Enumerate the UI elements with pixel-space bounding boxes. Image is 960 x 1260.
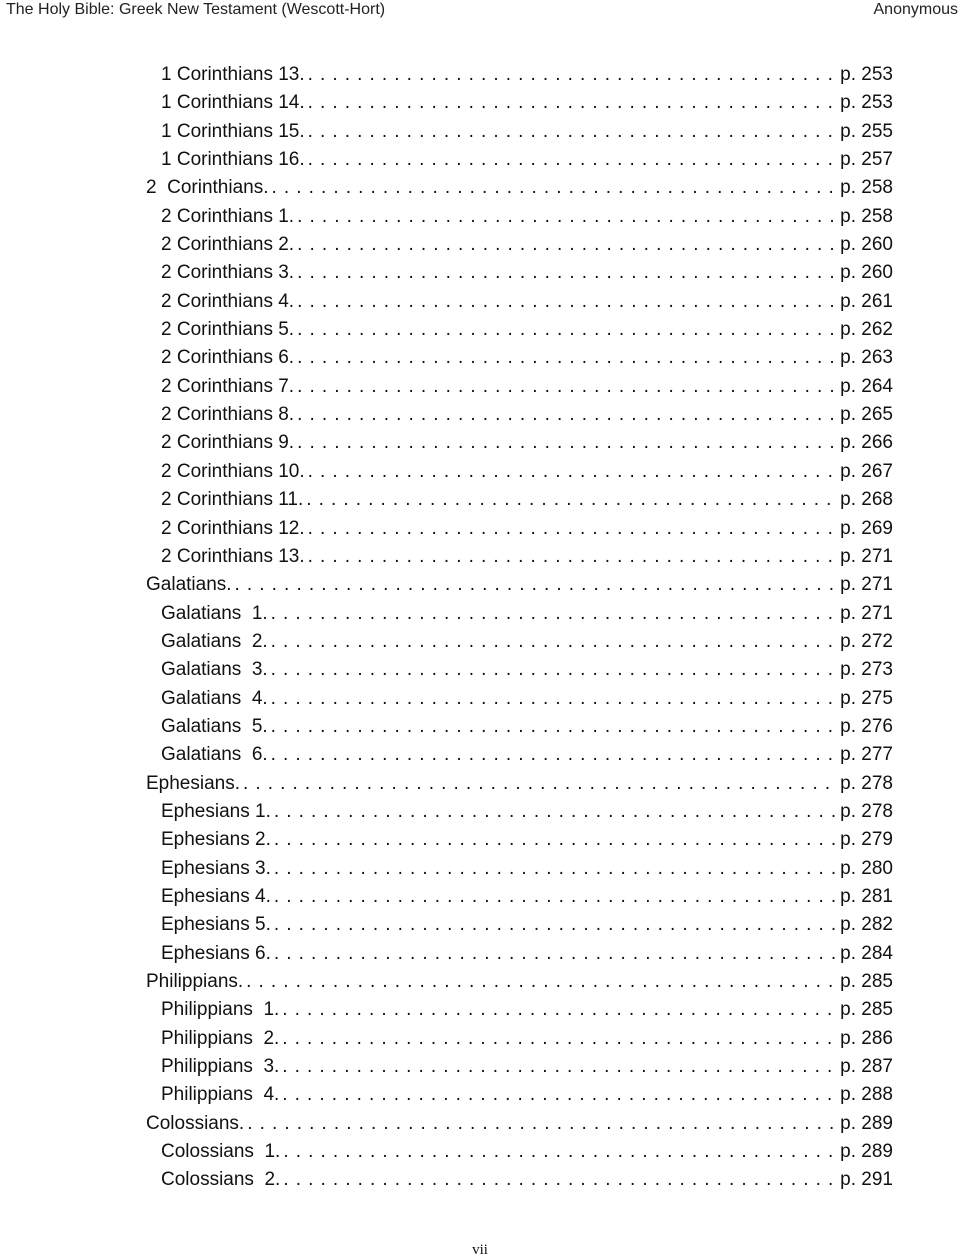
dot-leader (305, 146, 839, 174)
toc-entry-page: p. 277 (840, 744, 893, 766)
dot-leader (305, 515, 839, 543)
toc-entry-page: p. 280 (840, 857, 893, 879)
toc-entry-label: Colossians 2. (161, 1169, 281, 1191)
toc-entry-label: Colossians. (146, 1112, 245, 1134)
toc-entry-page: p. 258 (840, 205, 893, 227)
toc-entry-label: Ephesians 5. (161, 914, 271, 936)
toc-entry-label: Galatians 6. (161, 744, 268, 766)
page-number: vii (472, 1242, 488, 1258)
toc-entry-page: p. 289 (840, 1112, 893, 1134)
toc-chapter-entry[interactable] (146, 429, 893, 457)
toc-entry-label: Philippians 4. (161, 1084, 280, 1106)
toc-entry-page: p. 279 (840, 829, 893, 851)
dot-leader (268, 741, 839, 769)
toc-entry-label: Galatians 1. (161, 602, 268, 624)
dot-leader (279, 996, 838, 1024)
toc-entry-label: Philippians 3. (161, 1056, 280, 1078)
toc-chapter-entry[interactable] (146, 741, 893, 769)
document-author: Anonymous (873, 1, 958, 18)
toc-chapter-entry[interactable] (146, 656, 893, 684)
toc-entry-page: p. 261 (840, 290, 893, 312)
toc-entry-label: 2 Corinthians 12. (161, 517, 305, 539)
toc-book-entry[interactable] (146, 571, 893, 599)
dot-leader (305, 458, 839, 486)
toc-entry-label: 2 Corinthians 6. (161, 347, 295, 369)
toc-entry-label: 2 Corinthians. (146, 177, 269, 199)
toc-entry-page: p. 253 (840, 92, 893, 114)
toc-entry-page: p. 276 (840, 715, 893, 737)
toc-chapter-entry[interactable] (146, 1053, 893, 1081)
dot-leader (268, 600, 839, 628)
dot-leader (294, 316, 838, 344)
toc-entry-label: 1 Corinthians 14. (161, 92, 305, 114)
toc-entry-label: Galatians 3. (161, 659, 268, 681)
dot-leader (271, 883, 838, 911)
toc-book-entry[interactable] (146, 770, 893, 798)
toc-chapter-entry[interactable] (146, 1166, 893, 1194)
toc-entry-page: p. 285 (840, 999, 893, 1021)
toc-entry-label: Ephesians. (146, 772, 241, 794)
dot-leader (268, 628, 839, 656)
toc-chapter-entry[interactable] (146, 685, 893, 713)
dot-leader (280, 1166, 838, 1194)
toc-chapter-entry[interactable] (146, 1138, 893, 1166)
toc-chapter-entry[interactable] (146, 146, 893, 174)
toc-entry-page: p. 287 (840, 1056, 893, 1078)
toc-chapter-entry[interactable] (146, 344, 893, 372)
toc-chapter-entry[interactable] (146, 600, 893, 628)
dot-leader (279, 1081, 838, 1109)
toc-entry-page: p. 267 (840, 460, 893, 482)
toc-entry-label: Ephesians 2. (161, 829, 271, 851)
running-header (0, 0, 960, 22)
toc-entry-page: p. 262 (840, 319, 893, 341)
toc-entry-label: 2 Corinthians 9. (161, 432, 295, 454)
toc-entry-label: Galatians 5. (161, 715, 268, 737)
toc-entry-page: p. 289 (840, 1141, 893, 1163)
dot-leader (294, 401, 838, 429)
toc-entry-label: Galatians. (146, 574, 232, 596)
toc-entry-page: p. 271 (840, 545, 893, 567)
dot-leader (271, 911, 838, 939)
toc-entry-label: 2 Corinthians 13. (161, 545, 305, 567)
toc-entry-label: Ephesians 3. (161, 857, 271, 879)
toc-chapter-entry[interactable] (146, 1025, 893, 1053)
toc-book-entry[interactable] (146, 1110, 893, 1138)
toc-entry-page: p. 291 (840, 1169, 893, 1191)
dot-leader (294, 373, 838, 401)
toc-entry-label: Galatians 2. (161, 630, 268, 652)
toc-entry-label: 2 Corinthians 1. (161, 205, 295, 227)
toc-chapter-entry[interactable] (146, 911, 893, 939)
toc-entry-label: Colossians 1. (161, 1141, 281, 1163)
dot-leader (294, 231, 838, 259)
dot-leader (305, 543, 839, 571)
dot-leader (244, 1110, 838, 1138)
toc-entry-label: Philippians. (146, 971, 244, 992)
toc-chapter-entry[interactable] (146, 89, 893, 117)
dot-leader (294, 288, 838, 316)
dot-leader (305, 89, 839, 117)
toc-entry-page: p. 284 (840, 942, 893, 964)
toc-chapter-entry[interactable] (146, 883, 893, 911)
toc-entry-page: p. 271 (840, 602, 893, 624)
dot-leader (232, 571, 839, 599)
toc-chapter-entry[interactable] (146, 373, 893, 401)
toc-chapter-entry[interactable] (146, 940, 893, 968)
toc-entry-page: p. 260 (840, 234, 893, 256)
toc-entry-page: p. 265 (840, 404, 893, 426)
toc-chapter-entry[interactable] (146, 401, 893, 429)
dot-leader (271, 826, 838, 854)
dot-leader (271, 855, 838, 883)
toc-entry-page: p. 281 (840, 885, 893, 907)
toc-entry-page: p. 263 (840, 347, 893, 369)
toc-entry-label: 2 Corinthians 11. (161, 489, 304, 511)
toc-entry-page: p. 286 (840, 1027, 893, 1049)
toc-entry-page: p. 282 (840, 914, 893, 936)
toc-entry-label: 1 Corinthians 13. (161, 64, 305, 85)
toc-entry-page: p. 278 (840, 772, 893, 794)
toc-entry-page: p. 264 (840, 375, 893, 397)
toc-chapter-entry[interactable] (146, 288, 893, 316)
toc-entry-page: p. 278 (840, 800, 893, 822)
toc-entry-page: p. 273 (840, 659, 893, 681)
toc-entry-label: Ephesians 4. (161, 885, 271, 907)
toc-entry-label: Philippians 1. (161, 999, 280, 1021)
toc-chapter-entry[interactable] (146, 231, 893, 259)
dot-leader (280, 1138, 838, 1166)
toc-chapter-entry[interactable] (146, 486, 893, 514)
toc-entry-page: p. 271 (840, 574, 893, 596)
toc-chapter-entry[interactable] (146, 996, 893, 1024)
toc-chapter-entry[interactable] (146, 61, 893, 89)
toc-entry-page: p. 275 (840, 687, 893, 709)
dot-leader (303, 486, 838, 514)
toc-entry-page: p. 285 (840, 971, 893, 992)
toc-chapter-entry[interactable] (146, 855, 893, 883)
toc-entry-label: 2 Corinthians 5. (161, 319, 295, 341)
toc-entry-page: p. 269 (840, 517, 893, 539)
toc-chapter-entry[interactable] (146, 826, 893, 854)
toc-entry-page: p. 257 (840, 149, 893, 171)
toc-chapter-entry[interactable] (146, 203, 893, 231)
dot-leader (294, 203, 838, 231)
dot-leader (305, 61, 839, 89)
toc-entry-page: p. 255 (840, 120, 893, 142)
toc-entry-page: p. 288 (840, 1084, 893, 1106)
toc-chapter-entry[interactable] (146, 628, 893, 656)
toc-chapter-entry[interactable] (146, 1081, 893, 1109)
document-title: The Holy Bible: Greek New Testament (Wescott-Hort) (6, 1, 386, 18)
toc-entry-label: Ephesians 1. (161, 800, 271, 822)
dot-leader (268, 713, 839, 741)
toc-entry-label: 2 Corinthians 3. (161, 262, 295, 284)
toc-chapter-entry[interactable] (146, 118, 893, 146)
toc-entry-label: 1 Corinthians 15. (161, 120, 305, 142)
toc-entry-label: Ephesians 6. (161, 942, 271, 964)
toc-chapter-entry[interactable] (146, 259, 893, 287)
dot-leader (279, 1025, 838, 1053)
toc-entry-label: 2 Corinthians 10. (161, 460, 305, 482)
toc-entry-page: p. 268 (840, 489, 893, 511)
table-of-contents (146, 61, 893, 1195)
dot-leader (279, 1053, 838, 1081)
toc-chapter-entry[interactable] (146, 543, 893, 571)
toc-entry-label: 2 Corinthians 2. (161, 234, 295, 256)
dot-leader (269, 174, 839, 202)
toc-entry-label: 1 Corinthians 16. (161, 149, 305, 171)
dot-leader (294, 429, 838, 457)
dot-leader (305, 118, 839, 146)
toc-chapter-entry[interactable] (146, 798, 893, 826)
toc-entry-label: 2 Corinthians 8. (161, 404, 295, 426)
dot-leader (268, 685, 839, 713)
dot-leader (294, 344, 838, 372)
dot-leader (240, 770, 838, 798)
dot-leader (294, 259, 838, 287)
toc-entry-page: p. 260 (840, 262, 893, 284)
dot-leader (271, 798, 838, 826)
toc-book-entry[interactable] (146, 174, 893, 202)
toc-entry-label: Galatians 4. (161, 687, 268, 709)
toc-entry-page: p. 272 (840, 630, 893, 652)
toc-chapter-entry[interactable] (146, 458, 893, 486)
toc-entry-page: p. 266 (840, 432, 893, 454)
toc-book-entry[interactable] (146, 968, 893, 996)
dot-leader (271, 940, 838, 968)
toc-entry-page: p. 253 (840, 64, 893, 85)
toc-chapter-entry[interactable] (146, 316, 893, 344)
dot-leader (243, 968, 838, 996)
toc-entry-label: Philippians 2. (161, 1027, 280, 1049)
toc-chapter-entry[interactable] (146, 515, 893, 543)
dot-leader (268, 656, 839, 684)
toc-entry-page: p. 258 (840, 177, 893, 199)
toc-entry-label: 2 Corinthians 4. (161, 290, 295, 312)
toc-entry-label: 2 Corinthians 7. (161, 375, 295, 397)
toc-chapter-entry[interactable] (146, 713, 893, 741)
